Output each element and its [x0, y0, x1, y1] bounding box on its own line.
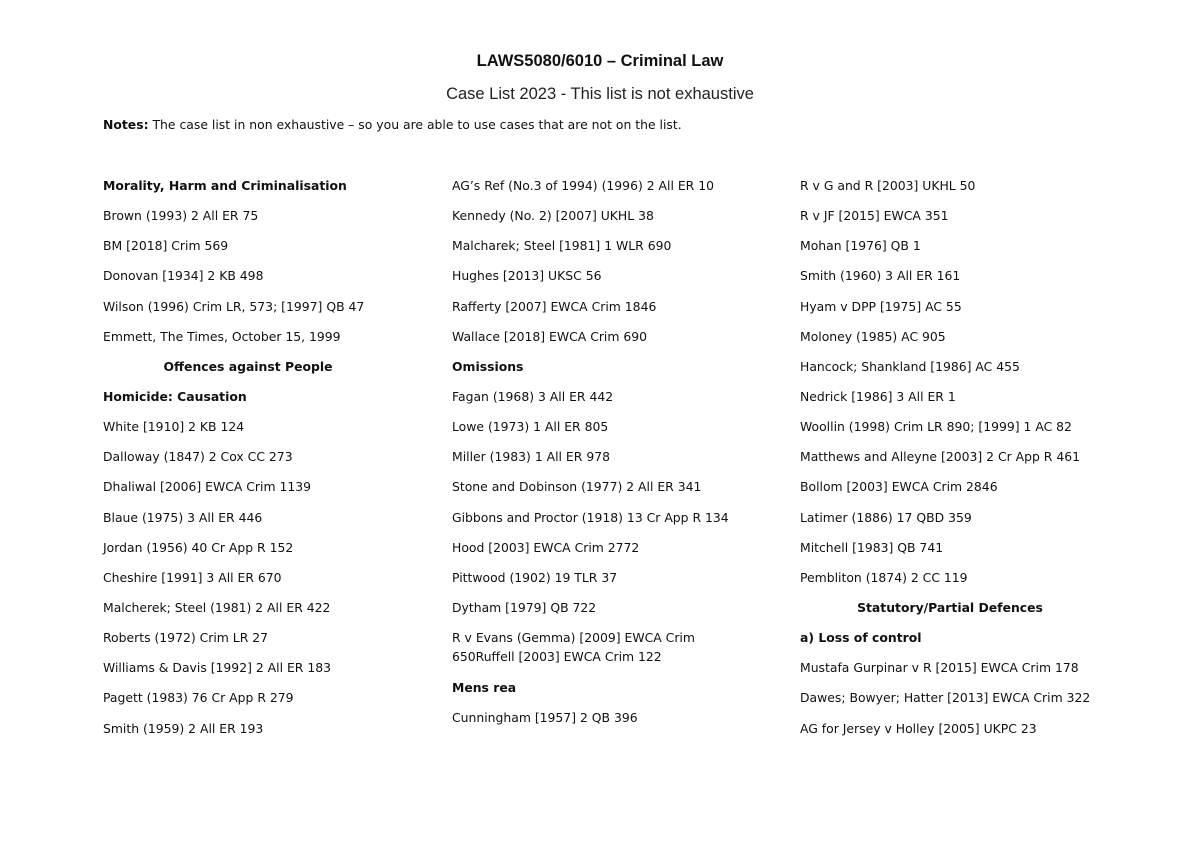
case-entry: R v G and R [2003] UKHL 50 [800, 178, 976, 193]
section-heading: a) Loss of control [800, 630, 922, 646]
case-entry: Nedrick [1986] 3 All ER 1 [800, 388, 956, 404]
case-entry: Miller (1983) 1 All ER 978 [452, 449, 610, 465]
section-heading: Omissions [452, 358, 524, 374]
section-heading: Morality, Harm and Criminalisation [103, 178, 347, 193]
case-entry: Kennedy (No. 2) [2007] UKHL 38 [452, 208, 654, 224]
case-entry: Cheshire [1991] 3 All ER 670 [103, 569, 282, 585]
case-entry: Dytham [1979] QB 722 [452, 599, 597, 615]
case-entry: Hancock; Shankland [1986] AC 455 [800, 358, 1020, 374]
case-entry: Brown (1993) 2 All ER 75 [103, 208, 259, 224]
case-entry: Lowe (1973) 1 All ER 805 [452, 419, 609, 435]
case-entry: Pembliton (1874) 2 CC 119 [800, 569, 968, 585]
section-heading: Offences against People [163, 358, 333, 374]
case-entry: Woollin (1998) Crim LR 890; [1999] 1 AC 82 [800, 419, 1072, 435]
section-heading: Homicide: Causation [103, 388, 247, 404]
case-entry: Stone and Dobinson (1977) 2 All ER 341 [452, 479, 702, 495]
case-entry: Roberts (1972) Crim LR 27 [103, 630, 269, 646]
case-entry: BM [2018] Crim 569 [103, 238, 229, 254]
case-entry: Hughes [2013] UKSC 56 [452, 268, 602, 284]
case-entry: R v Evans (Gemma) [2009] EWCA Crim 650Ruffell [2003] EWCA Crim 122 [452, 630, 695, 665]
case-entry: Blaue (1975) 3 All ER 446 [103, 509, 263, 525]
case-entry: Mustafa Gurpinar v R [2015] EWCA Crim 178 [800, 660, 1079, 676]
notes-text: The case list in non exhaustive – so you are able to use cases that are not on the list. [148, 117, 682, 132]
case-entry: Gibbons and Proctor (1918) 13 Cr App R 134 [452, 509, 729, 525]
case-entry: Pittwood (1902) 19 TLR 37 [452, 569, 618, 585]
case-entry: Dhaliwal [2006] EWCA Crim 1139 [103, 479, 311, 495]
case-entry: Smith (1960) 3 All ER 161 [800, 268, 961, 284]
case-entry: Mitchell [1983] QB 741 [800, 539, 944, 555]
case-entry: Cunningham [1957] 2 QB 396 [452, 710, 638, 726]
case-entry: Malcherek; Steel (1981) 2 All ER 422 [103, 599, 331, 615]
case-entry: Wallace [2018] EWCA Crim 690 [452, 328, 648, 344]
case-entry: Mohan [1976] QB 1 [800, 238, 921, 254]
document-title: LAWS5080/6010 – Criminal Law [476, 52, 724, 70]
case-entry: Emmett, The Times, October 15, 1999 [103, 328, 341, 344]
case-entry: Wilson (1996) Crim LR, 573; [1997] QB 47 [103, 298, 365, 314]
case-entry: Dalloway (1847) 2 Cox CC 273 [103, 449, 293, 465]
section-heading: Mens rea [452, 680, 517, 696]
document-subtitle: Case List 2023 - This list is not exhaustive [446, 85, 754, 103]
case-entry: Bollom [2003] EWCA Crim 2846 [800, 479, 998, 495]
case-column-2 [452, 176, 742, 738]
case-entry: Fagan (1968) 3 All ER 442 [452, 388, 614, 404]
case-entry: Williams & Davis [1992] 2 All ER 183 [103, 660, 331, 676]
case-entry: AG for Jersey v Holley [2005] UKPC 23 [800, 720, 1037, 736]
case-entry: Latimer (1886) 17 QBD 359 [800, 509, 972, 525]
case-column-1 [103, 176, 393, 749]
case-entry: Malcharek; Steel [1981] 1 WLR 690 [452, 238, 672, 254]
case-entry: Donovan [1934] 2 KB 498 [103, 268, 264, 284]
case-entry: Matthews and Alleyne [2003] 2 Cr App R 461 [800, 449, 1080, 465]
case-entry: AG’s Ref (No.3 of 1994) (1996) 2 All ER 10 [452, 178, 714, 193]
case-entry: Pagett (1983) 76 Cr App R 279 [103, 690, 294, 706]
case-entry: Jordan (1956) 40 Cr App R 152 [103, 539, 294, 555]
case-entry: White [1910] 2 KB 124 [103, 419, 245, 435]
case-entry: Hyam v DPP [1975] AC 55 [800, 298, 962, 314]
notes-label: Notes: [103, 117, 149, 132]
notes-paragraph [103, 116, 682, 134]
case-entry: Hood [2003] EWCA Crim 2772 [452, 539, 640, 555]
case-entry: Smith (1959) 2 All ER 193 [103, 720, 264, 736]
case-column-3 [800, 176, 1100, 749]
case-entry: Moloney (1985) AC 905 [800, 328, 946, 344]
section-heading: Statutory/Partial Defences [857, 599, 1043, 615]
case-entry: R v JF [2015] EWCA 351 [800, 208, 949, 224]
case-entry: Rafferty [2007] EWCA Crim 1846 [452, 298, 657, 314]
case-entry: Dawes; Bowyer; Hatter [2013] EWCA Crim 322 [800, 690, 1091, 706]
